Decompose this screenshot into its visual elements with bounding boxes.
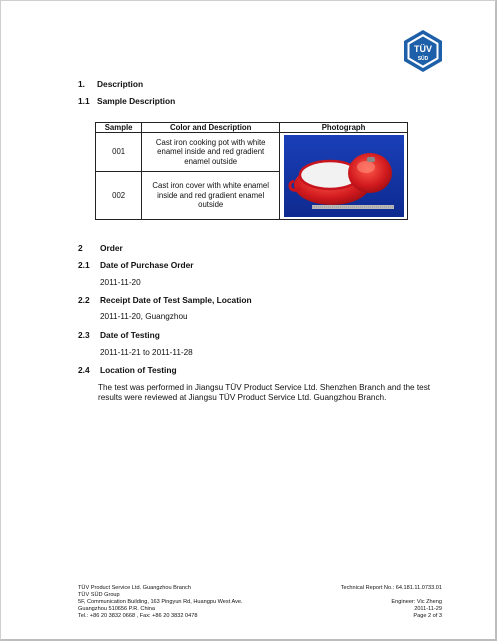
sample-description: Cast iron cooking pot with white enamel inside and red gradient enamel outside <box>142 133 280 172</box>
sample-table <box>95 122 408 220</box>
testing-location-text: The test was performed in Jiangsu TÜV Product Service Ltd. Shenzhen Branch and the test results were reviewed at Jiangsu TÜV Product Service Ltd. Guangzhou Branch. <box>98 383 431 402</box>
sample-id: 002 <box>96 171 142 219</box>
section-title: Date of Purchase Order <box>100 260 194 270</box>
section-number: 2 <box>78 243 83 253</box>
sample-id: 001 <box>96 133 142 172</box>
section-heading-date-of-testing <box>78 330 160 340</box>
section-heading-description <box>78 79 143 89</box>
section-number: 1.1 <box>78 96 90 106</box>
section-heading-purchase-order-date <box>78 260 194 270</box>
receipt-date-value: 2011-11-20, Guangzhou <box>100 312 188 321</box>
footer-street: 5F, Communication Building, 163 Pingyun Rd, Huangpu West Ave. <box>78 599 243 605</box>
section-heading-location-of-testing <box>78 365 177 375</box>
footer-group: TÜV SÜD Group <box>78 592 120 598</box>
header-sample: Sample <box>96 123 142 133</box>
tuv-sud-logo <box>401 29 445 73</box>
section-number: 2.3 <box>78 330 90 340</box>
report-date: 2011-11-29 <box>414 606 442 612</box>
header-color-description: Color and Description <box>142 123 280 133</box>
section-number: 2.1 <box>78 260 90 270</box>
red-enamel-pot-photo <box>284 135 404 217</box>
section-title: Date of Testing <box>100 330 160 340</box>
section-number: 2.2 <box>78 295 90 305</box>
footer-company: TÜV Product Service Ltd. Guangzhou Branch <box>78 585 191 591</box>
section-number: 1. <box>78 79 85 89</box>
section-number: 2.4 <box>78 365 90 375</box>
page-number: Page 2 of 3 <box>413 613 442 619</box>
section-heading-receipt-date <box>78 295 252 305</box>
section-heading-sample-description <box>78 96 175 106</box>
section-title: Location of Testing <box>100 365 177 375</box>
section-heading-order <box>78 243 123 253</box>
table-header-row <box>96 123 408 133</box>
svg-text:SÜD: SÜD <box>417 56 429 62</box>
photo-cell <box>280 133 408 220</box>
svg-text:TÜV: TÜV <box>414 44 432 54</box>
sample-description: Cast iron cover with white enamel inside and red gradient enamel outside <box>142 171 280 219</box>
header-photograph: Photograph <box>280 123 408 133</box>
engineer-name: Engineer: Vic Zheng <box>391 599 442 605</box>
technical-report-number: Technical Report No.: 64.181.11.0733.01 <box>340 585 442 591</box>
section-title: Sample Description <box>97 96 176 106</box>
section-title: Description <box>97 79 144 89</box>
footer-address <box>78 585 243 620</box>
purchase-order-date-value: 2011-11-20 <box>100 278 141 287</box>
footer-phone: Tel.: +86 20 3832 0668 , Fax: +86 20 3832 0478 <box>78 613 198 619</box>
footer-report-info <box>341 585 442 620</box>
testing-date-value: 2011-11-21 to 2011-11-28 <box>100 348 193 357</box>
table-row <box>96 133 408 172</box>
footer-city: Guangzhou 510656 P.R. China <box>78 606 156 612</box>
section-title: Receipt Date of Test Sample, Location <box>100 295 252 305</box>
section-title: Order <box>100 243 123 253</box>
